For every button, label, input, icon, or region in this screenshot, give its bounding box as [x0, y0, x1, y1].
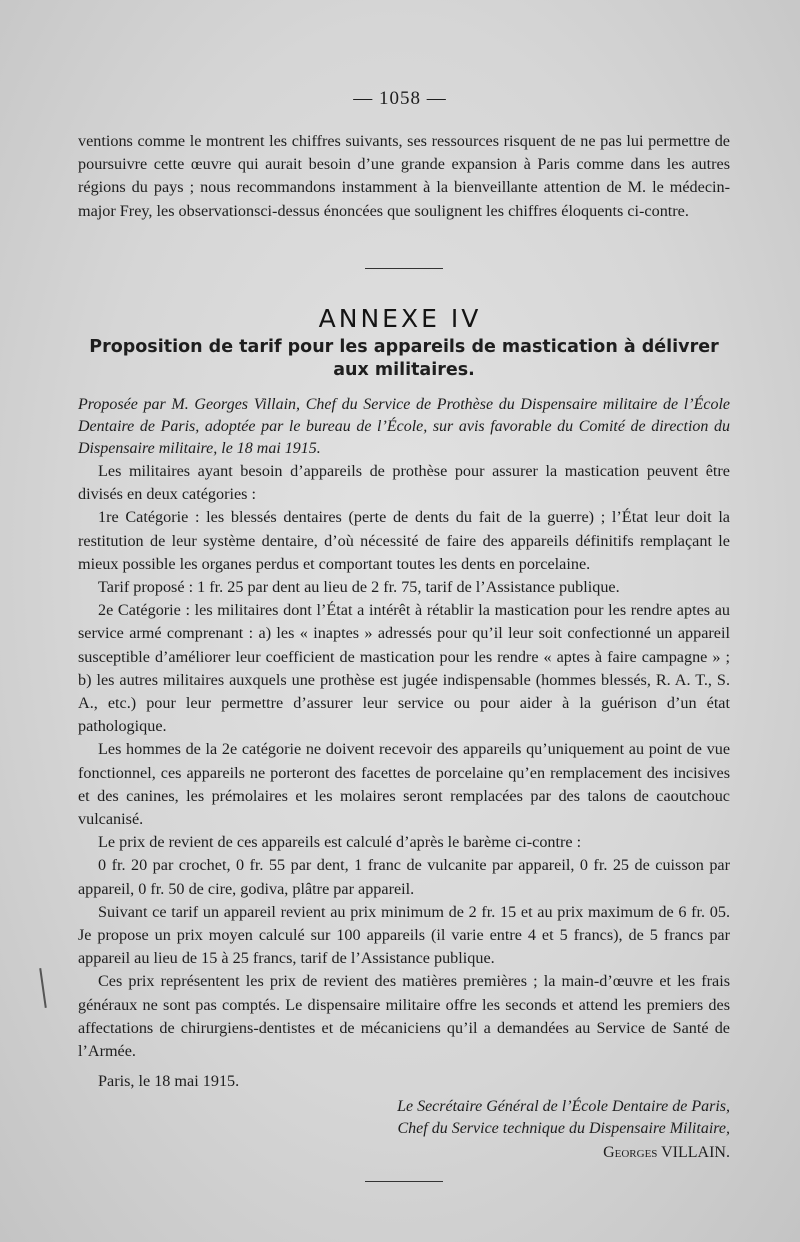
signature-name-text: Georges VILLAIN.	[603, 1144, 730, 1161]
end-rule	[365, 1181, 443, 1182]
intro-paragraph	[78, 130, 730, 223]
signature-title: Le Secrétaire Général de l’École Dentaire de Paris,	[397, 1098, 730, 1115]
annexe-title: ANNEXE IV	[318, 304, 482, 333]
intro-text: ventions comme le montrent les chiffres suivants, ses ressources risquent de ne pas lui permettre de poursuivre cette œuvre qui aurait besoin d’une grande expansion à Paris comme dans les autres régions du pays ; nous recommandons instamment à la bienveillante attention de M. le médecin-major Frey, les observationsci-dessus énoncées que soulignent les chiffres éloquents ci-contre.	[78, 132, 730, 220]
separator-rule	[365, 268, 443, 269]
section-heading: Proposition de tarif pour les appareils de mastication à délivrer aux militaires.	[89, 337, 719, 380]
paragraph: 0 fr. 20 par crochet, 0 fr. 55 par dent, 1 franc de vulcanite par appareil, 0 fr. 25 de cuisson par appareil, 0 fr. 50 de cire, godiva, plâtre par appareil.	[78, 856, 730, 898]
margin-pencil-mark	[39, 968, 47, 1008]
paragraph: 2e Catégorie : les militaires dont l’État a intérêt à rétablir la mastication pour les rendre aptes au service armé comprenant : a) les « inaptes » adressés pour qu’il leur soit confectionné un appareil susceptible d’améliorer leur coefficient de mastication pour les rendre « aptes à faire campagne » ; b) les autres militaires auxquels une prothèse est jugée indispensable (hommes blessés, R. A. T., S. A., etc.) pour leur permettre d’assurer leur service ou pour aider à la guérison d’un état pathologique.	[78, 601, 730, 736]
signature-name	[0, 1142, 730, 1164]
paragraph: Ces prix représentent les prix de revient des matières premières ; la main-d’œuvre et les frais généraux ne sont pas comptés. Le dispensaire militaire offre les seconds et attend les premiers des affectations de chirurgiens-dentistes et de mécaniciens qu’il a demandées au Service de Santé de l’Armée.	[78, 972, 730, 1061]
paragraph: 1re Catégorie : les blessés dentaires (perte de dents du fait de la guerre) ; l’État leur doit la restitution de leur système dentaire, d’où nécessité de faire des appareils définitifs remplaçant le mieux possible les organes perdus et comportant toutes les dents en porcelaine.	[78, 508, 730, 573]
paragraph: Tarif proposé : 1 fr. 25 par dent au lieu de 2 fr. 75, tarif de l’Assistance publique.	[98, 578, 620, 597]
paragraph: Les hommes de la 2e catégorie ne doivent recevoir des appareils qu’uniquement au point de vue fonctionnel, ces appareils ne porteront des facettes de porcelaine qu’en remplacement des incisives et des canines, les prémolaires et les molaires seront remplacées par des talons de caoutchouc vulcanisé.	[78, 740, 730, 829]
page-number: — 1058 —	[353, 88, 447, 109]
body-text	[78, 460, 730, 1063]
paragraph: Les militaires ayant besoin d’appareils de prothèse pour assurer la mastication peuvent être divisés en deux catégories :	[78, 462, 730, 504]
paragraph: Le prix de revient de ces appareils est calculé d’après le barème ci-contre :	[98, 833, 582, 852]
proposal-note: Proposée par M. Georges Villain, Chef du Service de Prothèse du Dispensaire militaire de l’École Dentaire de Paris, adoptée par le bureau de l’École, sur avis favorable du Comité de direction du Dispensaire militaire, le 18 mai 1915.	[78, 396, 730, 457]
paragraph: Suivant ce tarif un appareil revient au prix minimum de 2 fr. 15 et au prix maximum de 6 fr. 05. Je propose un prix moyen calculé sur 100 appareils (il varie entre 4 et 5 francs), de 5 francs par appareil au lieu de 15 à 25 francs, tarif de l’Assistance publique.	[78, 902, 730, 968]
signature-role: Chef du Service technique du Dispensaire Militaire,	[397, 1120, 730, 1137]
date-line: Paris, le 18 mai 1915.	[98, 1072, 240, 1090]
